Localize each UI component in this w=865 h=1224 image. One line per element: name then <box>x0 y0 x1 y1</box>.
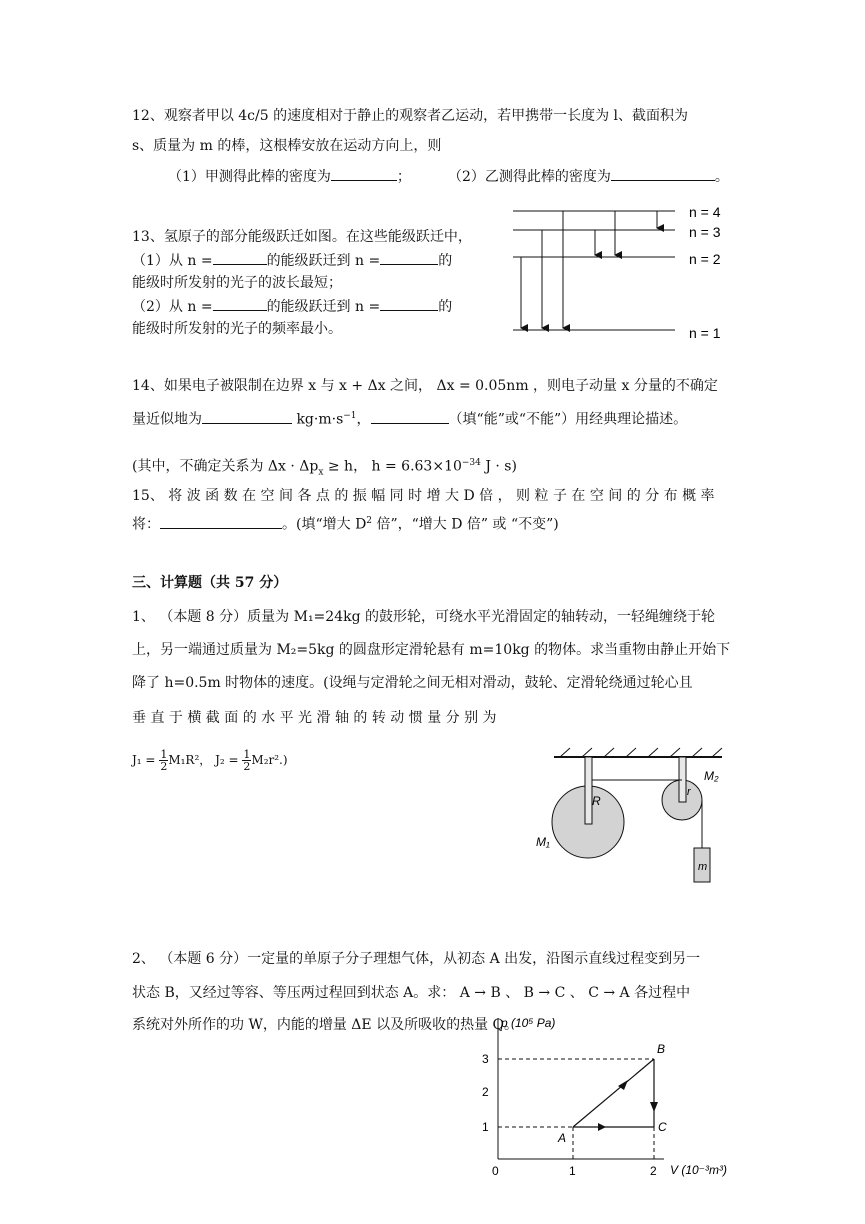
label-M1: M₁ <box>536 835 550 849</box>
q14-line3-sup: −34 <box>461 458 481 468</box>
section3-title: 三、计算题（共 57 分） <box>132 575 288 591</box>
level-n3-label: n = 3 <box>689 224 721 240</box>
q14-unit-sup: −1 <box>343 411 357 421</box>
q14-line2-d: （填“能”或“不能”）用经典理论描述。 <box>448 411 688 428</box>
x-tick-2: 2 <box>650 1164 657 1178</box>
q15-line2-b: 。(填“增大 D <box>282 516 367 533</box>
q13-line4-c: 的 <box>438 299 453 315</box>
q12-sub2-label: （2）乙测得此棒的密度为 <box>448 169 611 185</box>
arrow-b-to-c <box>650 1102 658 1112</box>
p1-formula-b: M₁R²， J₂ = <box>168 753 239 767</box>
q14-line3 <box>132 454 517 481</box>
q12-sub2 <box>448 166 729 186</box>
process-a-to-b <box>573 1059 654 1127</box>
level-n2-label: n = 2 <box>689 251 721 267</box>
q15-line2-sup: 2 <box>366 516 373 526</box>
p2-line1: 2、 （本题 6 分）一定量的单原子分子理想气体，从初态 A 出发，沿图示直线过程变到另一 <box>132 951 701 967</box>
q13-blank3[interactable] <box>213 296 267 311</box>
label-r: r <box>687 786 691 798</box>
q12-answer2-blank[interactable] <box>611 166 715 181</box>
label-R: R <box>592 794 601 808</box>
label-M2: M₂ <box>704 769 719 783</box>
q14-line2 <box>132 407 687 429</box>
q15-line2 <box>132 512 559 534</box>
q13-line3: 能级时所发射的光子的波长最短； <box>132 275 342 291</box>
y-tick-1: 1 <box>482 1120 489 1134</box>
q13-line2-a: （1）从 n = <box>132 253 213 269</box>
p2-line3: 系统对外所作的功 W，内能的增量 ΔE 以及所吸收的热量 Q。 <box>132 1017 518 1033</box>
y-tick-2: 2 <box>482 1085 489 1099</box>
q12-sub1-end: ； <box>396 169 411 185</box>
q12-sub1-label: （1）甲测得此棒的密度为 <box>168 169 331 185</box>
energy-level-diagram <box>505 200 745 345</box>
p2-line2: 状态 B，又经过等容、等压两过程回到状态 A。求： A → B 、 B → C 、 C → A 各过程中 <box>132 985 691 1001</box>
q13-line4-a: （2）从 n = <box>132 299 213 315</box>
q14-unit: kg·m·s <box>296 411 344 428</box>
q13-blank4[interactable] <box>380 296 438 311</box>
q13-line1: 13、氢原子的部分能级跃迁如图。在这些能级跃迁中， <box>132 229 472 245</box>
q14-line3-a: (其中，不确定关系为 Δx · Δp <box>132 458 319 475</box>
p1-frac-2: $\frac{1}{2}$ <box>243 748 251 773</box>
q14-line1: 14、如果电子被限制在边界 x 与 x + Δx 之间， Δx = 0.05nm ，则电子动量 x 分量的不确定 <box>132 378 718 394</box>
point-b-label: B <box>657 1042 666 1056</box>
q13-blank1[interactable] <box>213 250 267 265</box>
p1-frac-1: $\frac{1}{2}$ <box>160 748 168 773</box>
drum-axle <box>585 757 592 824</box>
point-a-label: A <box>558 1131 567 1145</box>
arrow-c-to-a <box>598 1123 606 1131</box>
point-c-label: C <box>658 1120 667 1134</box>
p1-line1: 1、 （本题 8 分）质量为 M₁=24kg 的鼓形轮，可绕水平光滑固定的轴转动，一轻绳缠绕于轮 <box>132 609 716 625</box>
p1-line3: 降了 h=0.5m 时物体的速度。(设绳与定滑轮之间无相对滑动，鼓轮、定滑轮绕通过轮心且 <box>132 675 693 691</box>
p1-line2: 上，另一端通过质量为 M₂=5kg 的圆盘形定滑轮悬有 m=10kg 的物体。求当重物由静止开始下 <box>132 642 731 658</box>
q13-blank2[interactable] <box>380 250 438 265</box>
q12-line1: 12、观察者甲以 4c/5 的速度相对于静止的观察者乙运动，若甲携带一长度为 l、截面积为 <box>132 108 689 124</box>
level-n1-label: n = 1 <box>689 325 721 341</box>
x-tick-1: 1 <box>569 1164 576 1178</box>
v-axis-label: V (10⁻³m³) <box>670 1163 727 1177</box>
q13-line2-c: 的 <box>438 253 453 269</box>
pulley-diagram <box>530 745 730 890</box>
q15-line2-c: 倍”，“增大 D 倍” 或 “不变”) <box>372 516 559 533</box>
q13-line5: 能级时所发射的光子的频率最小。 <box>132 321 342 337</box>
q14-line3-b: ≥ h， h = 6.63×10 <box>323 458 462 475</box>
p1-formula-a: J₁ = <box>132 753 156 767</box>
p1-formula-c: M₂r².) <box>251 753 288 767</box>
q14-line2-c: ， <box>356 411 371 428</box>
level-n4-label: n = 4 <box>689 204 721 220</box>
p1-line4: 垂 直 于 横 截 面 的 水 平 光 滑 轴 的 转 动 惯 量 分 别 为 <box>132 710 497 726</box>
q14-blank1[interactable] <box>202 409 292 424</box>
q13-line2 <box>132 250 452 270</box>
q12-sub2-end: 。 <box>714 169 729 185</box>
q12-answer1-blank[interactable] <box>331 166 397 181</box>
q14-blank2[interactable] <box>371 409 449 424</box>
p-axis-label: p (10⁵ Pa) <box>501 1016 556 1030</box>
q14-line2-a: 量近似地为 <box>132 411 202 428</box>
q15-line2-a: 将： <box>132 516 160 533</box>
dashed-guides <box>498 1059 654 1159</box>
q13-line4 <box>132 296 452 316</box>
p1-formula <box>132 748 288 772</box>
y-tick-3: 3 <box>482 1052 489 1066</box>
q13-line4-b: 的能级跃迁到 n = <box>266 299 381 315</box>
origin-label: 0 <box>492 1164 499 1178</box>
pv-diagram <box>478 1012 768 1182</box>
q12-line2: s、质量为 m 的棒，这根棒安放在运动方向上，则 <box>132 138 442 154</box>
ceiling-hatch <box>560 748 722 757</box>
q13-line2-b: 的能级跃迁到 n = <box>266 253 381 269</box>
q14-line3-sub: x <box>318 467 324 478</box>
label-m: m <box>698 861 708 873</box>
q15-blank[interactable] <box>160 514 282 529</box>
q12-sub1 <box>168 166 411 186</box>
q14-line3-c: J · s) <box>480 458 517 475</box>
q15-line1: 15、 将 波 函 数 在 空 间 各 点 的 振 幅 同 时 增 大 D 倍 ， 则 粒 子 在 空 间 的 分 布 概 率 <box>132 488 715 504</box>
